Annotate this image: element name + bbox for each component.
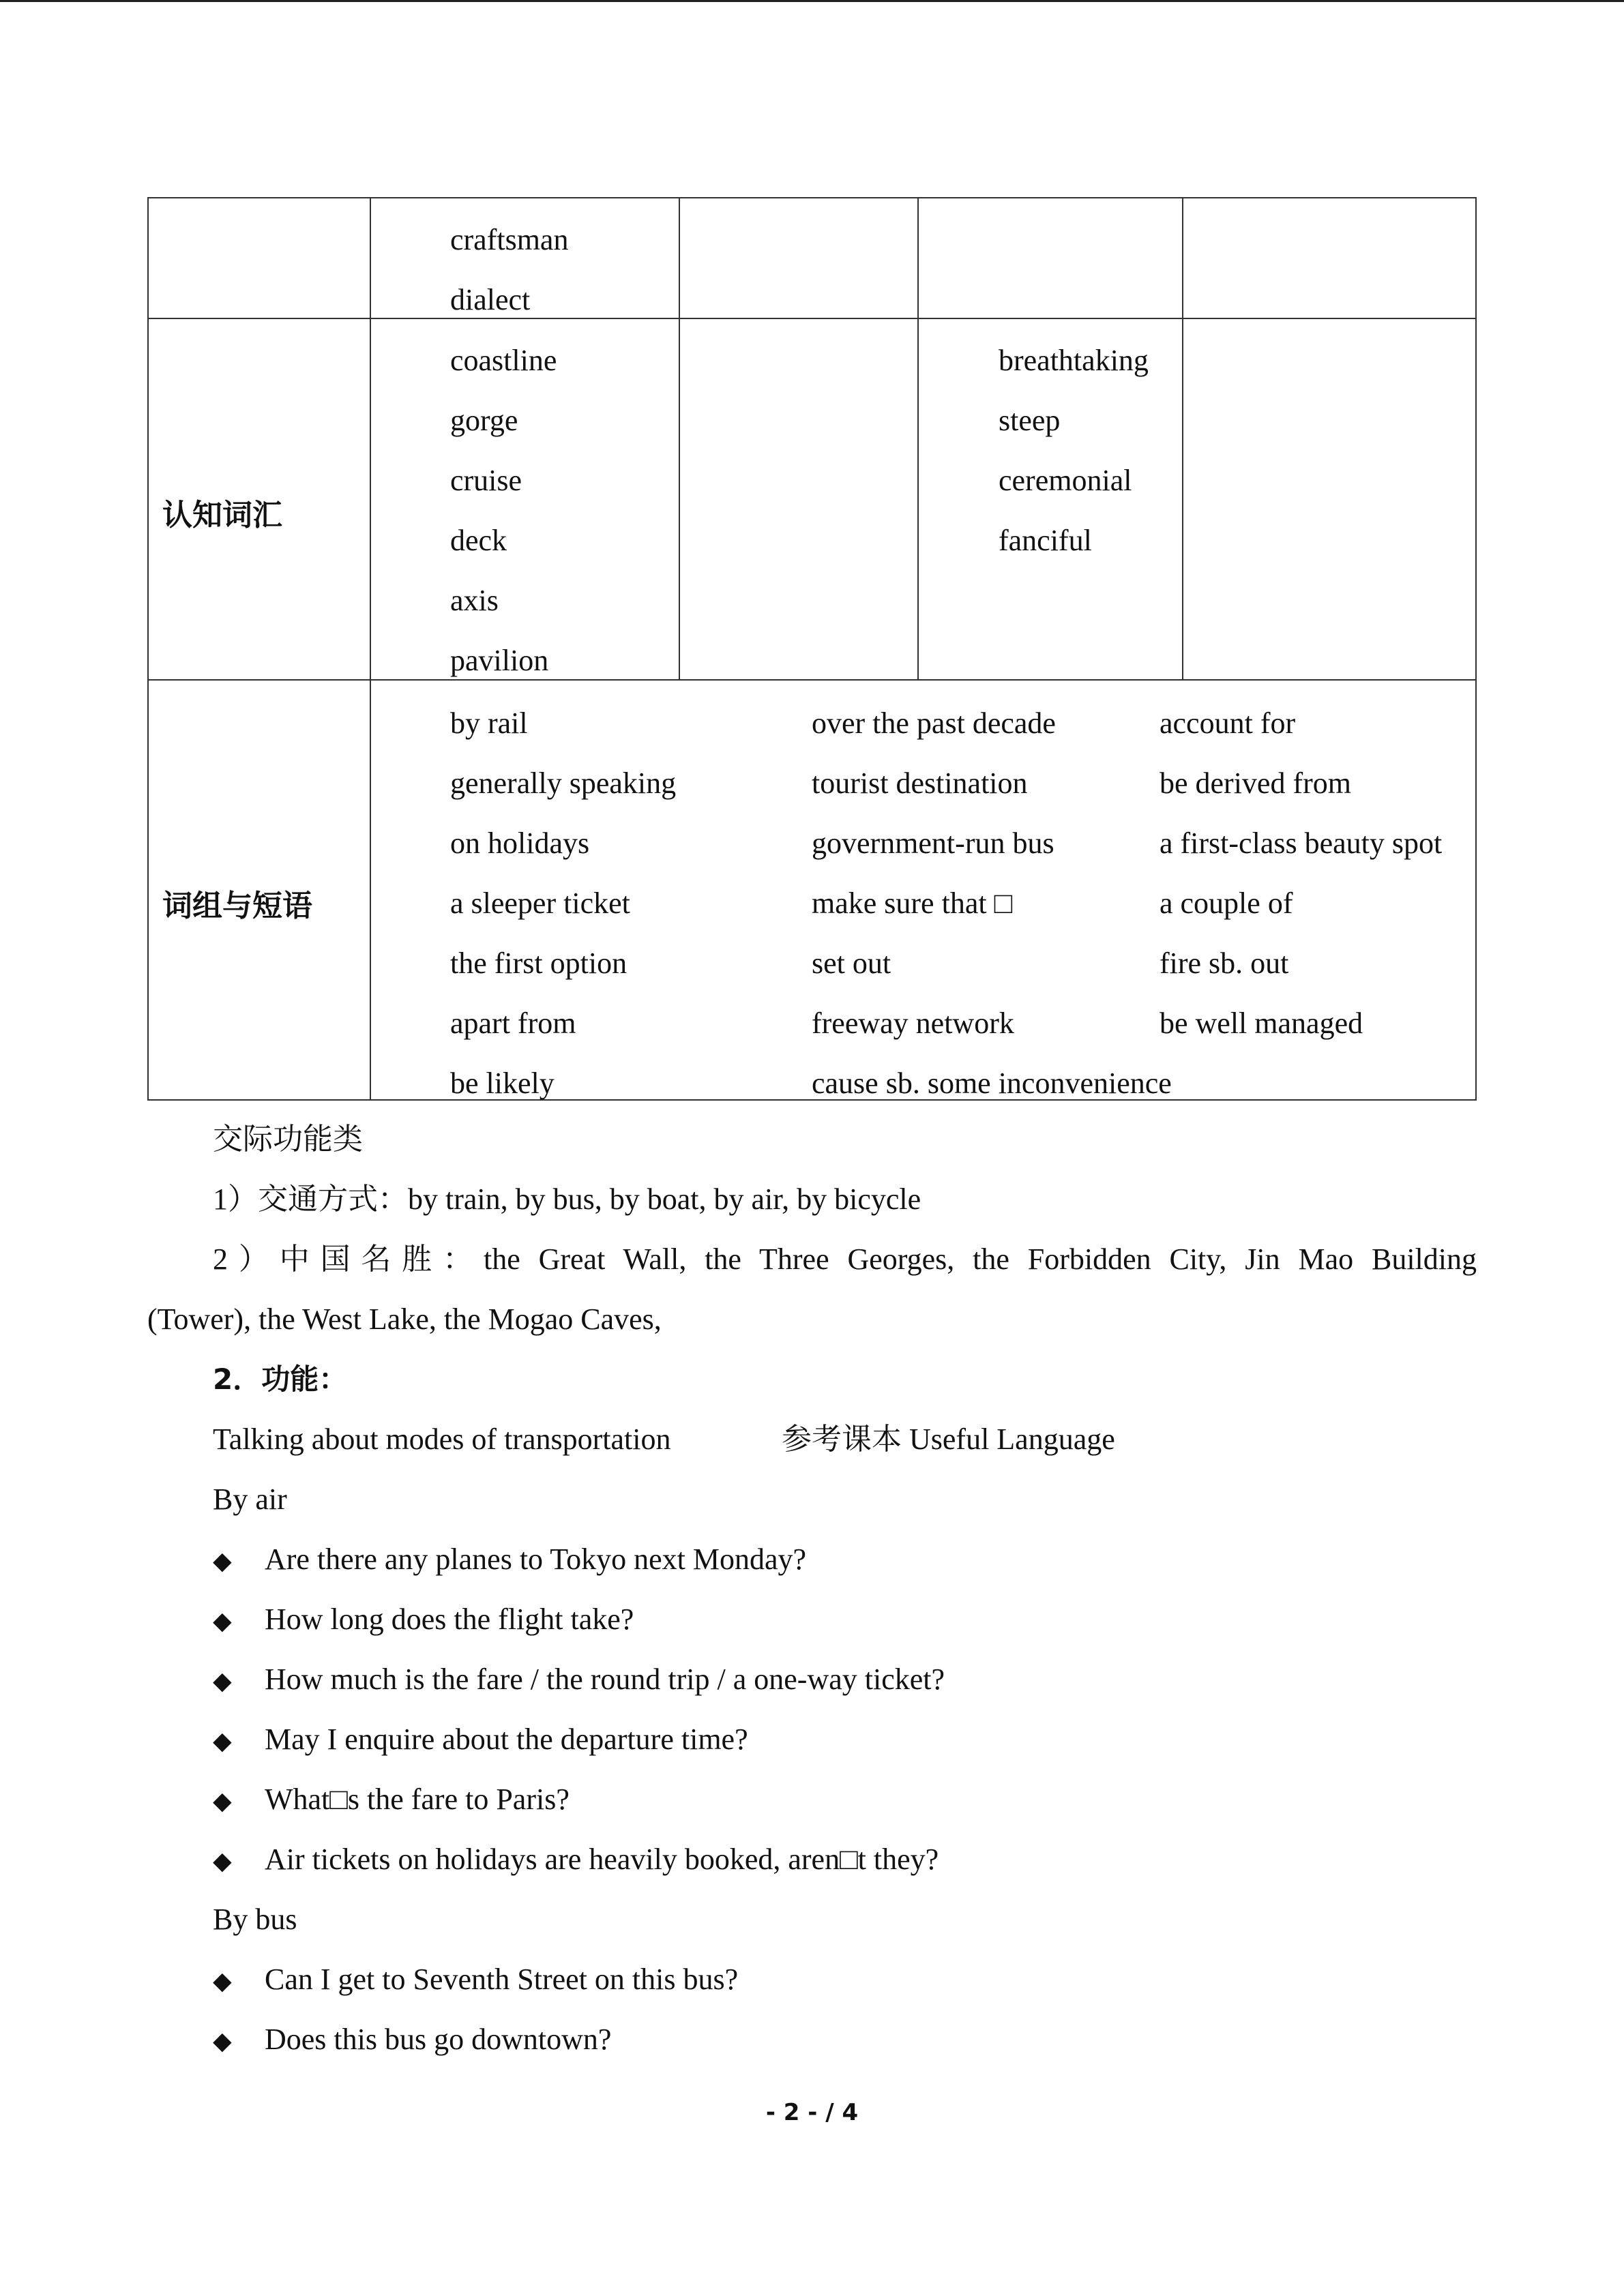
row2-adjectives [999, 331, 1149, 571]
row1-words [450, 210, 568, 330]
phrase: cause sb. some inconvenience [812, 1067, 1172, 1100]
by-air-heading: By air [213, 1482, 287, 1516]
phrase: a couple of [1160, 886, 1293, 920]
landmarks-line: 2）中国名胜：the Great Wall, the Three Georges, the Forbidden City, Jin Mao Building [213, 1242, 1477, 1276]
col-divider [1182, 197, 1183, 679]
row2-nouns [450, 331, 557, 691]
row-label-cognitive-vocab: 认知词汇 [162, 498, 282, 533]
list-item: ◆ Are there any planes to Tokyo next Monday? [213, 1530, 806, 1592]
diamond-bullet-icon: ◆ [213, 1727, 232, 1755]
page-number: - 2 - / 4 [765, 2099, 859, 2126]
row3-phrases-col3 [1160, 694, 1442, 1054]
row3-phrases-col2 [812, 694, 1172, 1114]
phrase: a sleeper ticket [450, 886, 630, 920]
col-divider [370, 197, 371, 1101]
word: breathtaking [999, 344, 1149, 377]
list-item: ◆ What□s the fare to Paris? [213, 1770, 570, 1832]
word: coastline [450, 344, 557, 377]
phrase: on holidays [450, 826, 590, 860]
phrase: a first-class beauty spot [1160, 826, 1443, 860]
word: fanciful [999, 524, 1092, 557]
phrase: be well managed [1160, 1007, 1363, 1040]
diamond-bullet-icon: ◆ [213, 1547, 232, 1575]
diamond-bullet-icon: ◆ [213, 1847, 232, 1875]
word: pavilion [450, 644, 549, 677]
phrase: make sure that □ [812, 886, 1013, 920]
diamond-bullet-icon: ◆ [213, 1787, 232, 1815]
phrase: be likely [450, 1067, 555, 1100]
talking-about-line: Talking about modes of transportation [213, 1422, 671, 1456]
phrase: tourist destination [812, 766, 1028, 800]
list-item: ◆ Does this bus go downtown? [213, 2010, 611, 2072]
word: ceremonial [999, 464, 1132, 497]
phrase: be derived from [1160, 766, 1351, 800]
diamond-bullet-icon: ◆ [213, 1667, 232, 1695]
word: deck [450, 524, 507, 557]
landmarks-line-cont: (Tower), the West Lake, the Mogao Caves, [147, 1302, 662, 1336]
word: steep [999, 404, 1061, 437]
reference-note: 参考课本 Useful Language [782, 1422, 1115, 1456]
word: craftsman [450, 223, 569, 256]
phrase: account for [1160, 706, 1296, 740]
top-border [0, 0, 1624, 2]
phrase: fire sb. out [1160, 946, 1289, 980]
list-item: ◆ How much is the fare / the round trip / a one-way ticket? [213, 1650, 945, 1712]
list-item: ◆ How long does the flight take? [213, 1590, 634, 1652]
list-item: ◆ May I enquire about the departure time? [213, 1710, 748, 1772]
section-2-heading: 2．功能： [213, 1362, 348, 1396]
diamond-bullet-icon: ◆ [213, 1967, 232, 1995]
phrase: by rail [450, 706, 528, 740]
phrase: freeway network [812, 1007, 1014, 1040]
word: axis [450, 584, 499, 617]
word: gorge [450, 404, 518, 437]
word: cruise [450, 464, 522, 497]
row-divider [147, 679, 1477, 681]
list-item: ◆ Can I get to Seventh Street on this bus? [213, 1950, 738, 2012]
phrase: government-run bus [812, 826, 1054, 860]
phrase: over the past decade [812, 706, 1056, 740]
row-divider [147, 318, 1477, 319]
phrase: set out [812, 946, 891, 980]
word: dialect [450, 283, 531, 316]
row-label-phrases: 词组与短语 [162, 889, 312, 923]
phrase: generally speaking [450, 766, 677, 800]
communication-heading: 交际功能类 [213, 1122, 363, 1156]
transport-modes-line: 1）交通方式：by train, by bus, by boat, by air, by bicycle [213, 1182, 921, 1216]
by-bus-heading: By bus [213, 1903, 297, 1936]
diamond-bullet-icon: ◆ [213, 2027, 232, 2055]
phrase: apart from [450, 1007, 576, 1040]
list-item: ◆ Air tickets on holidays are heavily booked, aren□t they? [213, 1830, 939, 1892]
diamond-bullet-icon: ◆ [213, 1607, 232, 1635]
col-divider [917, 197, 919, 679]
row3-phrases-col1 [450, 694, 676, 1114]
col-divider [679, 197, 680, 679]
phrase: the first option [450, 946, 628, 980]
